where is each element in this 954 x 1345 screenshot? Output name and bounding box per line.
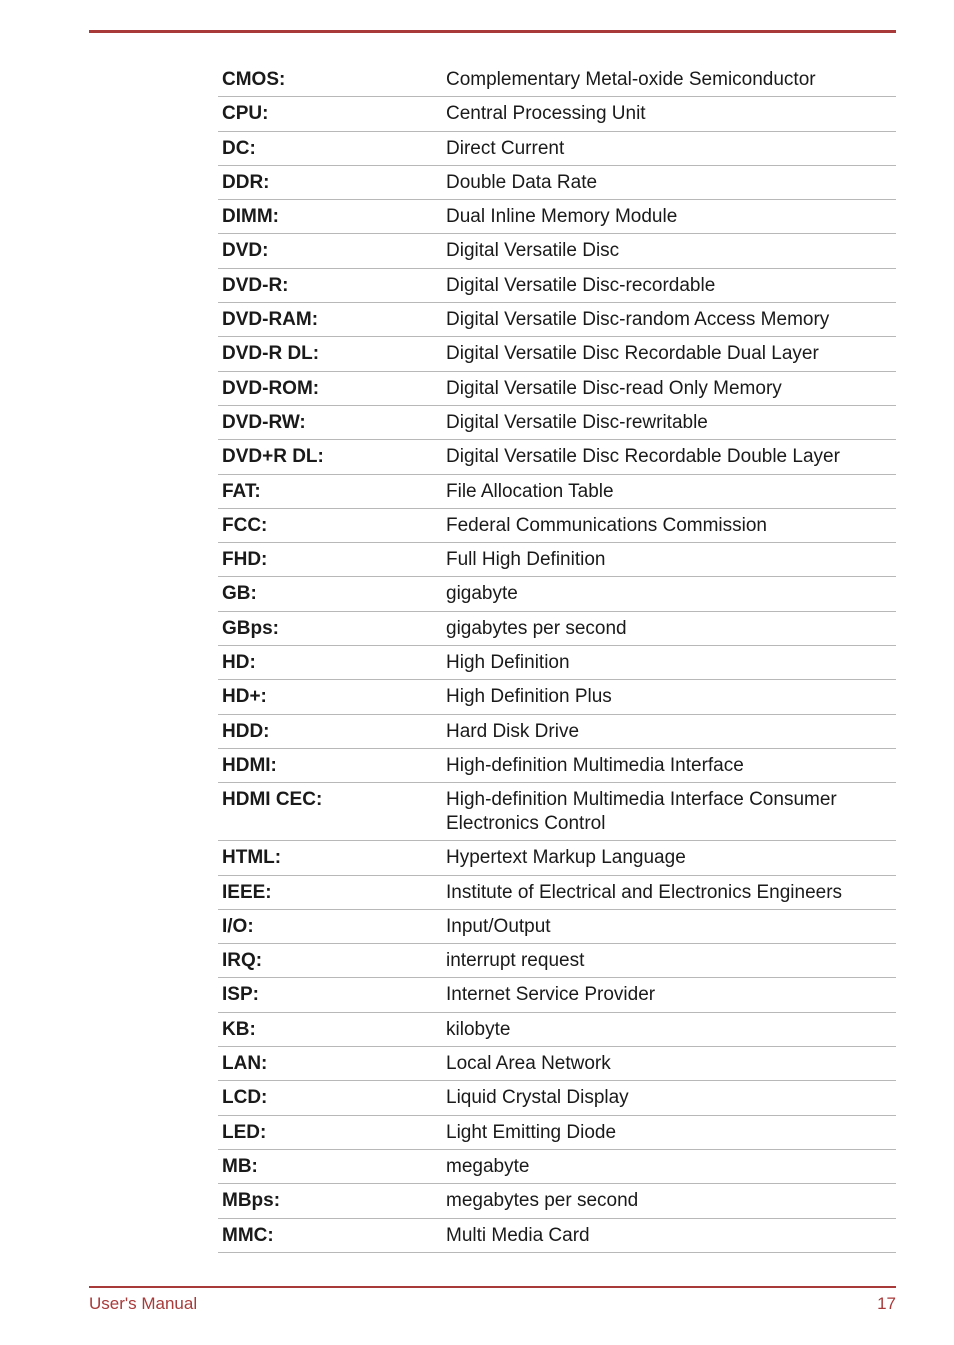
- glossary-definition: Central Processing Unit: [446, 103, 646, 125]
- glossary-definition: gigabytes per second: [446, 617, 627, 639]
- glossary-term: FHD:: [222, 549, 268, 571]
- glossary-definition: megabyte: [446, 1155, 530, 1177]
- glossary-definition: Hypertext Markup Language: [446, 847, 686, 869]
- glossary-definition: megabytes per second: [446, 1190, 639, 1212]
- glossary-term: HDMI CEC:: [222, 789, 323, 811]
- glossary-row: [218, 612, 896, 646]
- glossary-row: [218, 509, 896, 543]
- glossary-row: [218, 978, 896, 1012]
- glossary-term: MMC:: [222, 1224, 274, 1246]
- glossary-row: [218, 543, 896, 577]
- glossary-definition: Light Emitting Diode: [446, 1121, 617, 1143]
- glossary-term: FAT:: [222, 480, 261, 502]
- glossary-definition: High Definition: [446, 652, 570, 674]
- glossary-row: [218, 646, 896, 680]
- glossary-term: LAN:: [222, 1053, 268, 1075]
- glossary-row: [218, 680, 896, 714]
- glossary-definition: High Definition Plus: [446, 686, 612, 708]
- glossary-term: CPU:: [222, 103, 269, 125]
- glossary-definition: Internet Service Provider: [446, 984, 656, 1006]
- glossary-term: DVD-R DL:: [222, 343, 320, 365]
- glossary-row: [218, 97, 896, 131]
- glossary-row: [218, 910, 896, 944]
- glossary-row: [218, 577, 896, 611]
- glossary-row: [218, 1150, 896, 1184]
- glossary-row: [218, 132, 896, 166]
- glossary-definition: Input/Output: [446, 915, 551, 937]
- glossary-term: HD:: [222, 652, 256, 674]
- glossary-row: [218, 337, 896, 371]
- glossary-term: FCC:: [222, 514, 268, 536]
- glossary-term: HTML:: [222, 847, 282, 869]
- page-number: 17: [877, 1294, 896, 1313]
- glossary-definition: Federal Communications Commission: [446, 514, 767, 536]
- glossary-row: [218, 166, 896, 200]
- glossary-term: HDD:: [222, 720, 270, 742]
- glossary-term: KB:: [222, 1018, 256, 1040]
- glossary-row: [218, 1047, 896, 1081]
- glossary-term: GB:: [222, 583, 257, 605]
- footer-rule: [89, 1286, 896, 1288]
- glossary-row: [218, 440, 896, 474]
- glossary-term: DC:: [222, 137, 256, 159]
- glossary-term: DVD-RAM:: [222, 309, 319, 331]
- header-rule: [89, 30, 896, 33]
- glossary-definition: Local Area Network: [446, 1053, 611, 1075]
- glossary-definition: Digital Versatile Disc: [446, 240, 620, 262]
- glossary-term: MB:: [222, 1155, 258, 1177]
- glossary-term: GBps:: [222, 617, 279, 639]
- glossary-term: DVD-RW:: [222, 411, 306, 433]
- glossary-term: LED:: [222, 1121, 267, 1143]
- glossary-definition: kilobyte: [446, 1018, 511, 1040]
- glossary-row: [218, 1184, 896, 1218]
- glossary-row: [218, 475, 896, 509]
- glossary-row: [218, 200, 896, 234]
- glossary-row: [218, 406, 896, 440]
- glossary-row: [218, 715, 896, 749]
- glossary-definition: High-definition Multimedia Interface: [446, 754, 744, 776]
- glossary-term: MBps:: [222, 1190, 281, 1212]
- glossary-definition: Full High Definition: [446, 549, 606, 571]
- glossary-definition: Digital Versatile Disc Recordable Double Layer: [446, 446, 840, 468]
- glossary-definition: Direct Current: [446, 137, 565, 159]
- glossary-row: [218, 749, 896, 783]
- glossary-definition: Liquid Crystal Display: [446, 1087, 629, 1109]
- glossary-definition: interrupt request: [446, 950, 585, 972]
- glossary-table: [218, 63, 896, 1253]
- glossary-definition: Double Data Rate: [446, 171, 598, 193]
- glossary-row: [218, 269, 896, 303]
- glossary-definition: Digital Versatile Disc-random Access Memory: [446, 309, 830, 331]
- glossary-definition: gigabyte: [446, 583, 518, 605]
- glossary-row: [218, 234, 896, 268]
- glossary-definition: Complementary Metal-oxide Semiconductor: [446, 69, 816, 90]
- glossary-definition: High-definition Multimedia Interface Consumer Electronics Control: [446, 789, 837, 835]
- glossary-term: DVD-ROM:: [222, 377, 320, 399]
- glossary-definition: Dual Inline Memory Module: [446, 206, 678, 228]
- glossary-definition: File Allocation Table: [446, 480, 614, 502]
- glossary-row: [218, 63, 896, 97]
- glossary-definition: Digital Versatile Disc Recordable Dual Layer: [446, 343, 819, 365]
- glossary-term: CMOS:: [222, 69, 286, 90]
- glossary-row: [218, 876, 896, 910]
- glossary-definition: Digital Versatile Disc-rewritable: [446, 411, 708, 433]
- glossary-row: [218, 944, 896, 978]
- glossary-term: HD+:: [222, 686, 267, 708]
- glossary-definition: Multi Media Card: [446, 1224, 590, 1246]
- glossary-term: ISP:: [222, 984, 259, 1006]
- glossary-term: I/O:: [222, 915, 254, 937]
- glossary-row: [218, 1219, 896, 1253]
- glossary-term: IRQ:: [222, 950, 263, 972]
- glossary-row: [218, 1013, 896, 1047]
- glossary-row: [218, 303, 896, 337]
- glossary-definition: Institute of Electrical and Electronics Engineers: [446, 881, 843, 903]
- glossary-term: HDMI:: [222, 754, 277, 776]
- glossary-term: DVD-R:: [222, 274, 289, 296]
- glossary-term: DDR:: [222, 171, 270, 193]
- glossary-row: [218, 783, 896, 841]
- glossary-definition: Digital Versatile Disc-recordable: [446, 274, 716, 296]
- glossary-row: [218, 841, 896, 875]
- glossary-term: DIMM:: [222, 206, 279, 228]
- glossary-definition: Hard Disk Drive: [446, 720, 580, 742]
- footer-title: User's Manual: [89, 1294, 198, 1313]
- glossary-definition: Digital Versatile Disc-read Only Memory: [446, 377, 782, 399]
- glossary-term: DVD+R DL:: [222, 446, 324, 468]
- glossary-row: [218, 1116, 896, 1150]
- glossary-term: DVD:: [222, 240, 269, 262]
- glossary-row: [218, 372, 896, 406]
- glossary-term: LCD:: [222, 1087, 268, 1109]
- glossary-term: IEEE:: [222, 881, 272, 903]
- glossary-row: [218, 1081, 896, 1115]
